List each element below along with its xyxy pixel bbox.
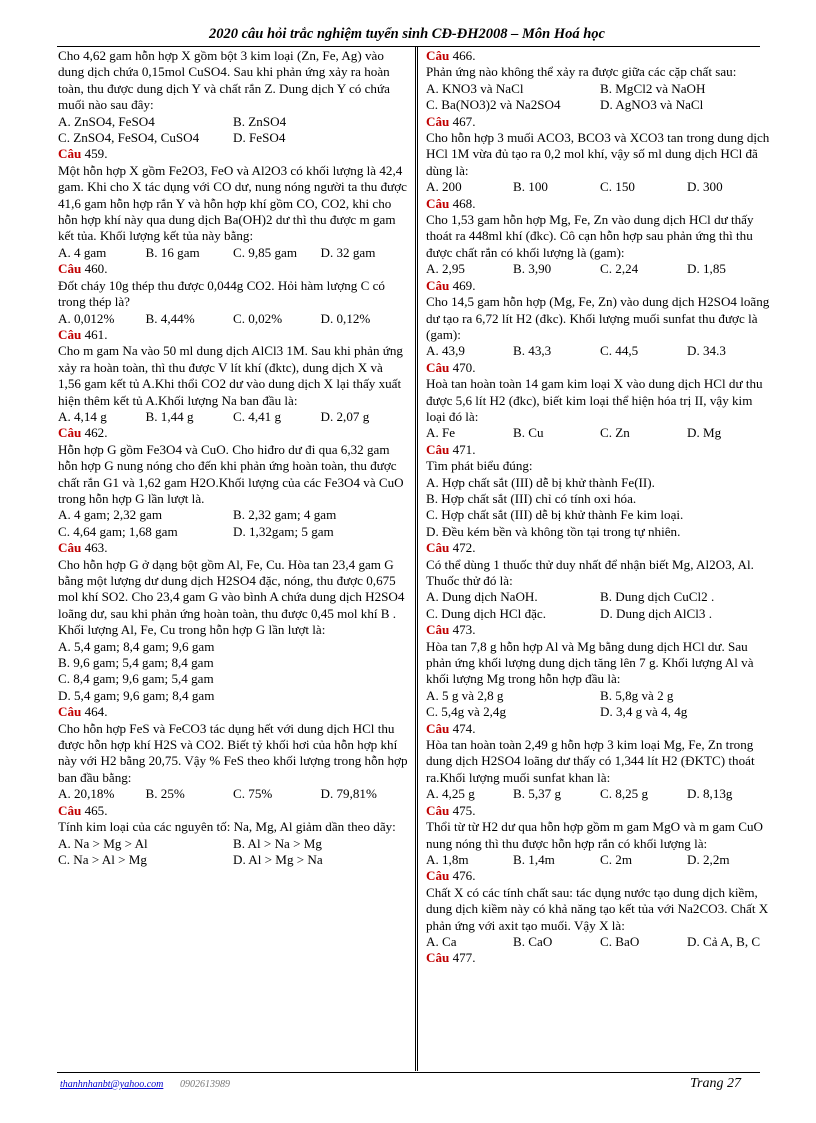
answer-option[interactable]: C. 44,5 <box>600 343 639 359</box>
question-text: Cho 14,5 gam hỗn hợp (Mg, Fe, Zn) vào dung dịch H2SO4 loãng dư tạo ra 6,72 lít H2 (đkc). Khối lượng muối sunfat thu được là (gam): <box>426 294 770 342</box>
answer-option[interactable]: C. 4,41 g <box>233 408 282 424</box>
question-label: Câu <box>426 277 450 293</box>
question-label: Câu <box>426 950 450 966</box>
question-text: Cho hỗn hợp FeS và FeCO3 tác dụng hết với dung dịch HCl thu được hỗn hợp khí H2S và CO2. Biết tỷ khối hơi của hỗn hợp khí này với H2 bằng 20,75. Vậy % FeS theo khối lượng trong hỗn hợp ban đầu bằng: <box>58 720 408 785</box>
question-text: Hòa tan 7,8 g hỗn hợp Al và Mg bằng dung dịch HCl dư. Sau phản ứng khối lượng dung dịch tăng lên 7 g. Khối lượng Al và khối lượng Mg trong hỗn hợp đầu là: <box>426 638 754 687</box>
question <box>426 48 774 114</box>
question-index: 460. <box>84 261 108 277</box>
question-number <box>426 622 774 638</box>
question-text: Hòa tan hoàn toàn 2,49 g hỗn hợp 3 kim loại Mg, Fe, Zn trong dung dịch H2SO4 loãng dư thấy có 1,344 lít H2 (ĐKTC) thoát ra.Khối lượng muối sunfat khan là: <box>426 737 755 785</box>
question-number <box>426 48 774 64</box>
question-index: 468. <box>452 195 476 211</box>
answer-options <box>426 343 774 359</box>
answer-option[interactable]: B. Al > Na > Mg <box>233 835 322 851</box>
question-index: 474. <box>452 720 476 736</box>
question <box>426 868 774 950</box>
answer-option[interactable]: A. Na > Mg > Al <box>58 835 148 851</box>
question-number <box>58 146 408 162</box>
answer-options <box>426 475 774 541</box>
answer-option[interactable]: C. BaO <box>600 933 640 949</box>
answer-option[interactable]: B. 1,4m <box>513 851 555 867</box>
question-index: 471. <box>452 441 476 457</box>
question <box>426 278 774 360</box>
question-number <box>426 540 774 556</box>
answer-option[interactable]: B. 25% <box>145 786 185 802</box>
answer-option[interactable]: D. 2,07 g <box>320 408 370 424</box>
question-number <box>426 442 774 458</box>
question <box>58 327 408 425</box>
answer-option[interactable]: C. Hợp chất sắt (III) dễ bị khử thành Fe kim loại. <box>426 507 684 523</box>
answer-option[interactable]: A. KNO3 và NaCl <box>426 80 524 96</box>
question-index: 463. <box>84 540 108 556</box>
question-label: Câu <box>426 113 450 129</box>
answer-option[interactable]: D. 34.3 <box>687 343 726 359</box>
answer-option[interactable]: C. 8,25 g <box>600 786 649 802</box>
question-number <box>58 704 408 720</box>
question-label: Câu <box>58 540 82 556</box>
question <box>58 803 408 869</box>
question-number <box>58 425 408 441</box>
question-text: Cho hỗn hợp G ở dạng bột gồm Al, Fe, Cu. Hòa tan 23,4 gam G bằng một lượng dư dung dịch H2SO4 đặc, nóng, thu được 0,675 mol khí SO2. Cho 23,4 gam G vào bình A chứa dung dịch H2SO4 loãng dư, sau khi phản ứng hoàn toàn, thu được 0,45 mol khí B . Khối lượng Al, Fe, Cu trong hỗn hợp G lần lượt là: <box>58 556 405 638</box>
answer-option[interactable]: D. 32 gam <box>320 244 376 260</box>
question-number <box>58 261 408 277</box>
question-index: 477. <box>452 950 476 966</box>
answer-option[interactable]: C. 9,85 gam <box>233 244 298 260</box>
question <box>426 196 774 278</box>
question-index: 464. <box>84 704 108 720</box>
answer-option[interactable]: A. 1,8m <box>426 851 469 867</box>
question-text: Tìm phát biểu đúng: <box>426 458 533 474</box>
question-text: Có thể dùng 1 thuốc thử duy nhất để nhận biết Mg, Al2O3, Al. Thuốc thử đó là: <box>426 556 754 588</box>
question-label: Câu <box>426 441 450 457</box>
answer-option[interactable]: A. 43,9 <box>426 343 465 359</box>
answer-option[interactable]: D. Dung dịch AlCl3 . <box>600 605 713 621</box>
answer-option[interactable]: D. 300 <box>687 179 723 195</box>
question-text: Đốt cháy 10g thép thu được 0,044g CO2. Hỏi hàm lượng C có trong thép là? <box>58 277 385 310</box>
answer-option[interactable]: A. 4,25 g <box>426 786 475 802</box>
answer-option[interactable]: C. 2m <box>600 851 633 867</box>
answer-option[interactable]: B. 1,44 g <box>145 408 194 424</box>
question-index: 462. <box>84 425 108 441</box>
left-column <box>58 48 408 868</box>
answer-option[interactable]: B. 5,8g và 2 g <box>600 687 674 703</box>
question <box>58 146 408 261</box>
question-number <box>426 278 774 294</box>
answer-option[interactable]: C. 8,4 gam; 9,6 gam; 5,4 gam <box>58 671 214 687</box>
question-number <box>426 196 774 212</box>
answer-option[interactable]: C. 75% <box>233 786 273 802</box>
column-divider <box>415 46 420 1071</box>
question-label: Câu <box>58 425 82 441</box>
question-label: Câu <box>58 261 82 277</box>
question <box>426 540 774 622</box>
question <box>426 442 774 540</box>
question <box>58 540 408 704</box>
question <box>58 261 408 327</box>
question-index: 475. <box>452 802 476 818</box>
answer-options <box>58 836 408 869</box>
question-label: Câu <box>58 704 82 720</box>
answer-option[interactable]: D. 1,85 <box>687 261 726 277</box>
footer-rule <box>57 1072 760 1073</box>
answer-options <box>58 245 408 261</box>
answer-option[interactable]: D. 0,12% <box>320 310 371 326</box>
question-number <box>58 540 408 556</box>
answer-option[interactable]: A. 5,4 gam; 8,4 gam; 9,6 gam <box>58 638 215 654</box>
answer-option[interactable]: A. 4 gam; 2,32 gam <box>58 507 163 523</box>
question-index: 465. <box>84 802 108 818</box>
answer-option[interactable]: A. 20,18% <box>58 786 115 802</box>
question-number <box>426 950 774 966</box>
question-text: Phản ứng nào không thể xảy ra được giữa các cặp chất sau: <box>426 64 737 80</box>
question-index: 470. <box>452 359 476 375</box>
answer-option[interactable]: C. Dung dịch HCl đặc. <box>426 605 547 621</box>
answer-option[interactable]: A. 200 <box>426 179 462 195</box>
footer-phone: 0902613989 <box>180 1079 230 1090</box>
answer-option[interactable]: A. 2,95 <box>426 261 465 277</box>
answer-option[interactable]: D. 1,32gam; 5 gam <box>233 523 334 539</box>
question-index: 466. <box>452 48 476 63</box>
question-text: Cho hỗn hợp 3 muối ACO3, BCO3 và XCO3 tan trong dung dịch HCl 1M vừa đủ tạo ra 0,2 mol khí, vậy số ml dung dịch HCl đã dùng là: <box>426 130 770 178</box>
question-label: Câu <box>426 359 450 375</box>
question-number <box>426 868 774 884</box>
answer-option[interactable]: C. Ba(NO3)2 và Na2SO4 <box>426 97 561 113</box>
answer-option[interactable]: B. 100 <box>513 179 548 195</box>
answer-option[interactable]: A. 0,012% <box>58 310 115 326</box>
question-label: Câu <box>426 540 450 556</box>
question-text: Tính kim loại của các nguyên tố: Na, Mg, Al giảm dần theo dãy: <box>58 819 396 835</box>
question-text: Thổi từ từ H2 dư qua hỗn hợp gồm m gam MgO và m gam CuO nung nóng thì thu được hỗn hợp rắn có khối lượng là: <box>426 819 763 851</box>
answer-option[interactable]: B. 9,6 gam; 5,4 gam; 8,4 gam <box>58 655 214 671</box>
answer-option[interactable]: A. 4 gam <box>58 244 107 260</box>
question-number <box>426 803 774 819</box>
question-index: 473. <box>452 622 476 638</box>
answer-option[interactable]: D. Al > Mg > Na <box>233 851 323 867</box>
question-label: Câu <box>58 146 82 162</box>
answer-option[interactable]: A. 4,14 g <box>58 408 107 424</box>
answer-options <box>58 639 408 705</box>
answer-option[interactable]: A. Hợp chất sắt (III) dễ bị khử thành Fe(II). <box>426 474 655 490</box>
question-text: Cho m gam Na vào 50 ml dung dịch AlCl3 1M. Sau khi phản ứng xảy ra hoàn toàn, thì thu được V lít khí (đktc), dung dịch X và 1,56 gam kết tủ A.Khi thổi CO2 dư vào dung dịch X lại thấy xuất hiện thêm kết tủ A.Khối lượng Na ban đầu là: <box>58 343 403 408</box>
answer-options <box>426 852 774 868</box>
question-text: Chất X có các tính chất sau: tác dụng nước tạo dung dịch kiềm, dung dịch kiềm này có khả năng tạo kết tủa với Na2CO3. Chất X phản ứng với axit tạo muối. Vậy X là: <box>426 884 769 933</box>
answer-option[interactable]: D. 79,81% <box>320 786 377 802</box>
question-text: Cho 1,53 gam hỗn hợp Mg, Fe, Zn vào dung dịch HCl dư thấy thoát ra 448ml khí (đkc). Cô cạn hỗn hợp sau phản ứng thì thu được chất rắn có khối lượng là (gam): <box>426 212 754 260</box>
answer-option[interactable]: B. 16 gam <box>145 244 200 260</box>
answer-option[interactable]: B. Hợp chất sắt (III) chỉ có tính oxi hóa. <box>426 490 637 506</box>
answer-option[interactable]: C. ZnSO4, FeSO4, CuSO4 <box>58 130 200 146</box>
answer-options <box>58 507 408 540</box>
question-label: Câu <box>58 802 82 818</box>
header-rule <box>57 46 760 47</box>
answer-option[interactable]: A. 5 g và 2,8 g <box>426 687 504 703</box>
answer-option[interactable]: D. 2,2m <box>687 851 730 867</box>
question <box>426 114 774 196</box>
question-label: Câu <box>426 195 450 211</box>
question-number <box>58 803 408 819</box>
answer-option[interactable]: D. FeSO4 <box>233 130 286 146</box>
answer-option[interactable]: C. Na > Al > Mg <box>58 851 147 867</box>
page-number: Trang 27 <box>690 1076 741 1091</box>
answer-option[interactable]: C. 0,02% <box>233 310 283 326</box>
answer-option[interactable]: D. Mg <box>687 425 722 441</box>
answer-option[interactable]: C. Zn <box>600 425 630 441</box>
answer-options <box>426 425 774 441</box>
answer-options <box>426 81 774 114</box>
question-label: Câu <box>426 720 450 736</box>
page-header: 2020 câu hỏi trắc nghiệm tuyển sinh CĐ-ĐH2008 – Môn Hoá học <box>209 26 605 42</box>
question-label: Câu <box>426 622 450 638</box>
question <box>58 48 408 146</box>
answer-option[interactable]: D. 3,4 g và 4, 4g <box>600 704 688 720</box>
question <box>426 360 774 442</box>
question <box>426 803 774 869</box>
answer-option[interactable]: D. Đều kém bền và không tồn tại trong tự nhiên. <box>426 523 681 539</box>
question-number <box>426 721 774 737</box>
answer-options <box>426 688 774 721</box>
question <box>58 704 408 802</box>
answer-option[interactable]: C. 150 <box>600 179 635 195</box>
question-index: 461. <box>84 326 108 342</box>
question-number <box>426 114 774 130</box>
answer-option[interactable]: B. 3,90 <box>513 261 552 277</box>
question-index: 472. <box>452 540 476 556</box>
answer-option[interactable]: C. 5,4g và 2,4g <box>426 704 507 720</box>
answer-option[interactable]: A. Dung dịch NaOH. <box>426 589 538 605</box>
answer-option[interactable]: B. MgCl2 và NaOH <box>600 80 706 96</box>
question-index: 476. <box>452 868 476 884</box>
answer-options <box>426 934 774 950</box>
answer-option[interactable]: B. Dung dịch CuCl2 . <box>600 589 715 605</box>
answer-options <box>426 786 774 802</box>
question-number <box>426 360 774 376</box>
answer-option[interactable]: A. Ca <box>426 933 457 949</box>
question-label: Câu <box>426 48 450 63</box>
answer-option[interactable]: B. 4,44% <box>145 310 195 326</box>
answer-options <box>58 311 408 327</box>
footer-email[interactable]: thanhnhanbt@yahoo.com <box>60 1079 164 1090</box>
question <box>58 425 408 540</box>
question-text: Hoà tan hoàn toàn 14 gam kim loại X vào dung dịch HCl dư thu được 5,6 lít H2 (đkc), biết kim loại thể hiện hóa trị II, vậy kim loại đó là: <box>426 376 763 424</box>
question-label: Câu <box>426 868 450 884</box>
answer-option[interactable]: B. 5,37 g <box>513 786 562 802</box>
question-number <box>58 327 408 343</box>
answer-option[interactable]: D. 8,13g <box>687 786 733 802</box>
answer-option[interactable]: B. CaO <box>513 933 553 949</box>
answer-options <box>58 409 408 425</box>
answer-option[interactable]: D. AgNO3 và NaCl <box>600 97 704 113</box>
right-column <box>426 48 774 967</box>
question <box>426 622 774 720</box>
question-index: 469. <box>452 277 476 293</box>
answer-options <box>426 179 774 195</box>
question-text: Cho 4,62 gam hỗn hợp X gồm bột 3 kim loại (Zn, Fe, Ag) vào dung dịch chứa 0,15mol CuSO4. Sau khi phản ứng xảy ra hoàn toàn, thu được dung dịch Y và chất rắn Z. Dung dịch Y có chứa muối nào sau đây: <box>58 48 390 113</box>
answer-option[interactable]: D. 5,4 gam; 9,6 gam; 8,4 gam <box>58 687 215 703</box>
question-label: Câu <box>58 326 82 342</box>
answer-option[interactable]: A. Fe <box>426 425 456 441</box>
question-label: Câu <box>426 802 450 818</box>
question-text: Hỗn hợp G gồm Fe3O4 và CuO. Cho hiđro dư đi qua 6,32 gam hỗn hợp G nung nóng cho đến khi phản ứng hoàn toàn, thu được chất rắn G1 và 1,62 gam H2O.Khối lượng của các Fe3O4 và CuO trong hỗn hợp G lần lượt là. <box>58 441 404 506</box>
question-text: Một hỗn hợp X gồm Fe2O3, FeO và Al2O3 có khối lượng là 42,4 gam. Khi cho X tác dụng với CO dư, nung nóng người ta thu được 41,6 gam hỗn hợp rắn Y và hỗn hợp khí gồm CO, CO2, khi cho hỗn hợp khí này qua dung dịch Ba(OH)2 dư thì thu được m gam kết tủa. Khối lượng kết tủa này bằng: <box>58 162 407 244</box>
question-index: 467. <box>452 113 476 129</box>
answer-options <box>58 786 408 802</box>
answer-option[interactable]: D. Cả A, B, C <box>687 933 761 949</box>
question-index: 459. <box>84 146 108 162</box>
answer-options <box>58 114 408 147</box>
answer-option[interactable]: C. 4,64 gam; 1,68 gam <box>58 523 178 539</box>
answer-option[interactable]: A. ZnSO4, FeSO4 <box>58 113 155 129</box>
answer-options <box>426 261 774 277</box>
answer-options <box>426 589 774 622</box>
answer-option[interactable]: B. 43,3 <box>513 343 552 359</box>
answer-option[interactable]: B. Cu <box>513 425 544 441</box>
question <box>426 950 774 966</box>
answer-option[interactable]: C. 2,24 <box>600 261 639 277</box>
question <box>426 721 774 803</box>
answer-option[interactable]: B. 2,32 gam; 4 gam <box>233 507 337 523</box>
answer-option[interactable]: B. ZnSO4 <box>233 113 287 129</box>
